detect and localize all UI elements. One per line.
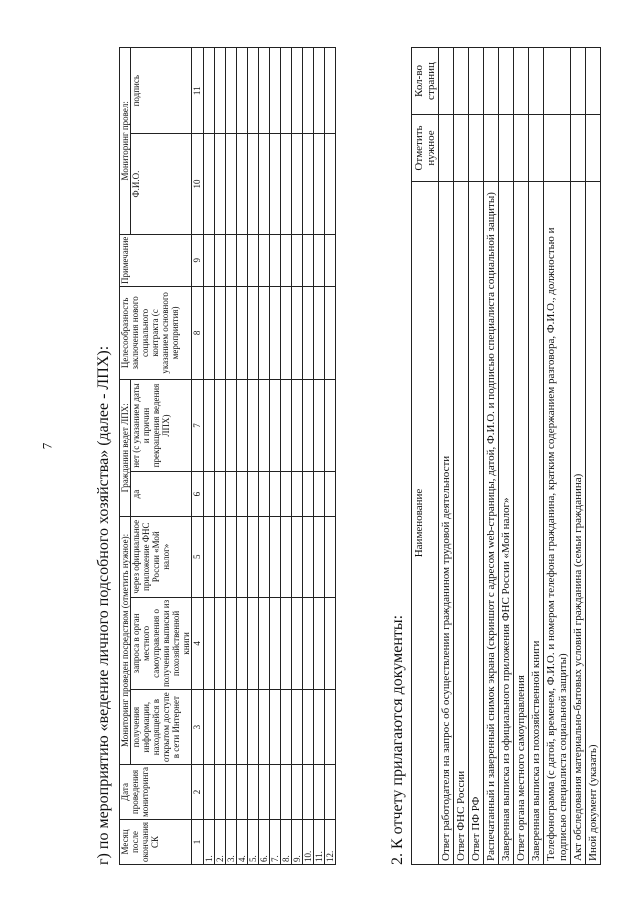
table-cell[interactable] bbox=[237, 287, 248, 380]
mark-cell[interactable] bbox=[499, 115, 514, 182]
table-cell[interactable] bbox=[204, 690, 215, 765]
pages-cell[interactable] bbox=[544, 48, 571, 115]
table-cell[interactable] bbox=[325, 234, 336, 286]
table-row bbox=[314, 48, 325, 865]
table-cell[interactable] bbox=[281, 516, 292, 597]
list-item bbox=[469, 48, 484, 865]
table-cell[interactable] bbox=[204, 134, 215, 234]
table-cell[interactable] bbox=[303, 765, 314, 820]
document-name: Акт обследования материально-бытовых условий гражданина (семьи гражданина) bbox=[571, 182, 586, 865]
table-cell[interactable] bbox=[215, 690, 226, 765]
table-cell[interactable] bbox=[325, 597, 336, 690]
table-cell[interactable] bbox=[248, 472, 259, 517]
document-name: Телефонограмма (с датой, временем, Ф.И.О. и номером телефона гражданина, кратким содержанием разговора, Ф.И.О., должностью и подписью специалиста социальной защиты) bbox=[544, 182, 571, 865]
table-cell[interactable] bbox=[303, 48, 314, 134]
row-number: 10. bbox=[303, 819, 314, 864]
table-cell[interactable] bbox=[281, 48, 292, 134]
list-item bbox=[544, 48, 571, 865]
list-item bbox=[514, 48, 529, 865]
table-cell[interactable] bbox=[226, 516, 237, 597]
header-sign: подпись bbox=[131, 48, 192, 134]
row-number: 2. bbox=[215, 819, 226, 864]
mark-cell[interactable] bbox=[469, 115, 484, 182]
table-cell[interactable] bbox=[281, 690, 292, 765]
header-lph: Гражданин ведет ЛПХ: bbox=[120, 379, 131, 516]
table-cell[interactable] bbox=[292, 597, 303, 690]
table-cell[interactable] bbox=[259, 597, 270, 690]
document-name: Ответ органа местного самоуправления bbox=[514, 182, 529, 865]
document-name: Иной документ (указать) bbox=[586, 182, 601, 865]
table-row bbox=[292, 48, 303, 865]
table-cell[interactable] bbox=[204, 234, 215, 286]
table-cell[interactable] bbox=[204, 765, 215, 820]
table-cell[interactable] bbox=[237, 48, 248, 134]
header-note: Примечание bbox=[120, 234, 192, 286]
table-cell[interactable] bbox=[314, 234, 325, 286]
table-cell[interactable] bbox=[204, 516, 215, 597]
table-cell[interactable] bbox=[215, 134, 226, 234]
table-cell[interactable] bbox=[248, 690, 259, 765]
table-row bbox=[215, 48, 226, 865]
table-cell[interactable] bbox=[248, 287, 259, 380]
header-monitoring: Мониторинг проведен посредством (отметить нужное): bbox=[120, 516, 131, 764]
table-row bbox=[270, 48, 281, 865]
column-number: 3 bbox=[192, 690, 204, 765]
table-cell[interactable] bbox=[314, 690, 325, 765]
table-cell[interactable] bbox=[237, 597, 248, 690]
table-cell[interactable] bbox=[248, 765, 259, 820]
table-cell[interactable] bbox=[314, 472, 325, 517]
table-cell[interactable] bbox=[281, 379, 292, 472]
column-number: 9 bbox=[192, 234, 204, 286]
column-number: 8 bbox=[192, 287, 204, 380]
table-cell[interactable] bbox=[215, 516, 226, 597]
header-name: Наименование bbox=[412, 182, 439, 865]
mark-cell[interactable] bbox=[439, 115, 454, 182]
table-cell[interactable] bbox=[303, 516, 314, 597]
table-cell[interactable] bbox=[303, 472, 314, 517]
pages-cell[interactable] bbox=[499, 48, 514, 115]
monitoring-table bbox=[119, 47, 336, 865]
header-monitored-by: Мониторинг провел: bbox=[120, 48, 131, 235]
column-number: 6 bbox=[192, 472, 204, 517]
pages-cell[interactable] bbox=[484, 48, 499, 115]
document-name: Ответ ПФ РФ bbox=[469, 182, 484, 865]
table-cell[interactable] bbox=[248, 134, 259, 234]
document-name: Ответ работодателя на запрос об осуществлении гражданином трудовой деятельности bbox=[439, 182, 454, 865]
list-item bbox=[454, 48, 469, 865]
table-row bbox=[259, 48, 270, 865]
table-cell[interactable] bbox=[325, 690, 336, 765]
table-cell[interactable] bbox=[325, 516, 336, 597]
table-cell[interactable] bbox=[270, 287, 281, 380]
table-cell[interactable] bbox=[215, 48, 226, 134]
table-cell[interactable] bbox=[226, 134, 237, 234]
table-cell[interactable] bbox=[237, 472, 248, 517]
document-name: Заверенная выписка из официального приложения ФНС России «Мой налог» bbox=[499, 182, 514, 865]
table-cell[interactable] bbox=[204, 597, 215, 690]
table-cell[interactable] bbox=[237, 765, 248, 820]
column-number: 7 bbox=[192, 379, 204, 472]
section-2-heading: 2. К отчету прилагаются документы: bbox=[389, 614, 406, 865]
header-date: Дата проведения мониторинга bbox=[120, 765, 192, 820]
mark-cell[interactable] bbox=[514, 115, 529, 182]
table-cell[interactable] bbox=[314, 287, 325, 380]
pages-cell[interactable] bbox=[439, 48, 454, 115]
header-yes: да bbox=[131, 472, 192, 517]
table-cell[interactable] bbox=[259, 134, 270, 234]
table-cell[interactable] bbox=[237, 234, 248, 286]
table-cell[interactable] bbox=[248, 379, 259, 472]
table-cell[interactable] bbox=[270, 48, 281, 134]
table-cell[interactable] bbox=[248, 516, 259, 597]
table-cell[interactable] bbox=[281, 287, 292, 380]
list-item bbox=[586, 48, 601, 865]
table-cell[interactable] bbox=[259, 379, 270, 472]
table-cell[interactable] bbox=[226, 765, 237, 820]
column-number: 1 bbox=[192, 819, 204, 864]
documents-table bbox=[411, 47, 601, 865]
table-cell[interactable] bbox=[303, 597, 314, 690]
mark-cell[interactable] bbox=[454, 115, 469, 182]
table-cell[interactable] bbox=[259, 287, 270, 380]
header-pages: Кол-во страниц bbox=[412, 48, 439, 115]
document-name: Распечатанный и заверенный снимок экрана (скриншот с адресом web-страницы, датой, Ф.И.О. и подписью специалиста социальной защиты) bbox=[484, 182, 499, 865]
list-item bbox=[484, 48, 499, 865]
table-row bbox=[237, 48, 248, 865]
table-cell[interactable] bbox=[325, 379, 336, 472]
header-internet: получения информации, находящейся в открытом доступе в сети Интернет bbox=[131, 690, 192, 765]
table-cell[interactable] bbox=[303, 379, 314, 472]
table-cell[interactable] bbox=[292, 516, 303, 597]
row-number: 4. bbox=[237, 819, 248, 864]
table-cell[interactable] bbox=[281, 765, 292, 820]
table-cell[interactable] bbox=[226, 379, 237, 472]
table-row bbox=[303, 48, 314, 865]
table-cell[interactable] bbox=[204, 48, 215, 134]
table-cell[interactable] bbox=[259, 234, 270, 286]
table-cell[interactable] bbox=[314, 379, 325, 472]
section-g-heading: г) по мероприятию «ведение личного подсобного хозяйства» (далее - ЛПХ): bbox=[95, 345, 112, 865]
table-cell[interactable] bbox=[314, 765, 325, 820]
table-cell[interactable] bbox=[237, 690, 248, 765]
table-row bbox=[226, 48, 237, 865]
table-cell[interactable] bbox=[237, 134, 248, 234]
table-cell[interactable] bbox=[303, 287, 314, 380]
table-cell[interactable] bbox=[281, 472, 292, 517]
list-item bbox=[529, 48, 544, 865]
table-cell[interactable] bbox=[303, 690, 314, 765]
row-number: 6. bbox=[259, 819, 270, 864]
table-cell[interactable] bbox=[303, 134, 314, 234]
mark-cell[interactable] bbox=[586, 115, 601, 182]
table-cell[interactable] bbox=[325, 287, 336, 380]
row-number: 11. bbox=[314, 819, 325, 864]
table-cell[interactable] bbox=[215, 597, 226, 690]
table-cell[interactable] bbox=[325, 472, 336, 517]
rotated-content bbox=[95, 45, 640, 865]
table-cell[interactable] bbox=[248, 597, 259, 690]
pages-cell[interactable] bbox=[514, 48, 529, 115]
table-cell[interactable] bbox=[259, 516, 270, 597]
table-row bbox=[325, 48, 336, 865]
table-cell[interactable] bbox=[270, 690, 281, 765]
table-cell[interactable] bbox=[314, 597, 325, 690]
list-item bbox=[499, 48, 514, 865]
table-cell[interactable] bbox=[215, 234, 226, 286]
table-cell[interactable] bbox=[237, 516, 248, 597]
row-number: 12. bbox=[325, 819, 336, 864]
table-row bbox=[248, 48, 259, 865]
table-cell[interactable] bbox=[281, 134, 292, 234]
pages-cell[interactable] bbox=[529, 48, 544, 115]
mark-cell[interactable] bbox=[529, 115, 544, 182]
list-item bbox=[571, 48, 586, 865]
row-number: 1. bbox=[204, 819, 215, 864]
row-number: 3. bbox=[226, 819, 237, 864]
table-cell[interactable] bbox=[292, 134, 303, 234]
table-cell[interactable] bbox=[325, 48, 336, 134]
table-cell[interactable] bbox=[204, 379, 215, 472]
page-number: 7 bbox=[39, 442, 55, 450]
table-cell[interactable] bbox=[215, 379, 226, 472]
row-number: 5. bbox=[248, 819, 259, 864]
table-cell[interactable] bbox=[314, 516, 325, 597]
table-cell[interactable] bbox=[237, 379, 248, 472]
table-cell[interactable] bbox=[325, 765, 336, 820]
table-row bbox=[281, 48, 292, 865]
table-cell[interactable] bbox=[281, 234, 292, 286]
row-number: 8. bbox=[281, 819, 292, 864]
table-cell[interactable] bbox=[248, 234, 259, 286]
header-mark: Отметить нужное bbox=[412, 115, 439, 182]
table-cell[interactable] bbox=[270, 597, 281, 690]
document-name: Ответ ФНС России bbox=[454, 182, 469, 865]
pages-cell[interactable] bbox=[586, 48, 601, 115]
header-request: запроса в орган местного самоуправления о получении выписки из похозяйственной книги bbox=[131, 597, 192, 690]
table-cell[interactable] bbox=[259, 765, 270, 820]
column-number: 10 bbox=[192, 134, 204, 234]
pages-cell[interactable] bbox=[571, 48, 586, 115]
table-cell[interactable] bbox=[248, 48, 259, 134]
table-cell[interactable] bbox=[204, 287, 215, 380]
table-cell[interactable] bbox=[292, 690, 303, 765]
list-item bbox=[439, 48, 454, 865]
table-cell[interactable] bbox=[215, 472, 226, 517]
table-cell[interactable] bbox=[292, 472, 303, 517]
table-cell[interactable] bbox=[226, 287, 237, 380]
table-cell[interactable] bbox=[259, 472, 270, 517]
table-cell[interactable] bbox=[270, 234, 281, 286]
table-cell[interactable] bbox=[292, 234, 303, 286]
header-month: Месяц после окончания СК bbox=[120, 819, 192, 864]
table-cell[interactable] bbox=[270, 472, 281, 517]
table-cell[interactable] bbox=[259, 690, 270, 765]
table-cell[interactable] bbox=[292, 287, 303, 380]
table-cell[interactable] bbox=[226, 690, 237, 765]
mark-cell[interactable] bbox=[484, 115, 499, 182]
table-cell[interactable] bbox=[215, 765, 226, 820]
column-number: 4 bbox=[192, 597, 204, 690]
pages-cell[interactable] bbox=[454, 48, 469, 115]
column-number: 11 bbox=[192, 48, 204, 134]
table-cell[interactable] bbox=[259, 48, 270, 134]
table-cell[interactable] bbox=[303, 234, 314, 286]
table-cell[interactable] bbox=[270, 134, 281, 234]
header-app: через официальное приложение ФНС России «Мой налог» bbox=[131, 516, 192, 597]
table-cell[interactable] bbox=[270, 765, 281, 820]
header-fio: Ф.И.О. bbox=[131, 134, 192, 234]
table-cell[interactable] bbox=[226, 48, 237, 134]
mark-cell[interactable] bbox=[544, 115, 571, 182]
table-cell[interactable] bbox=[314, 48, 325, 134]
header-no: нет (с указанием даты и причин прекращения ведения ЛПХ) bbox=[131, 379, 192, 472]
table-cell[interactable] bbox=[325, 134, 336, 234]
document-name: Заверенная выписка из похозяйственной книги bbox=[529, 182, 544, 865]
table-cell[interactable] bbox=[226, 597, 237, 690]
table-cell[interactable] bbox=[215, 287, 226, 380]
table-cell[interactable] bbox=[292, 48, 303, 134]
column-number: 5 bbox=[192, 516, 204, 597]
table-cell[interactable] bbox=[292, 379, 303, 472]
table-cell[interactable] bbox=[314, 134, 325, 234]
table-row bbox=[204, 48, 215, 865]
column-number: 2 bbox=[192, 765, 204, 820]
row-number: 9. bbox=[292, 819, 303, 864]
table-cell[interactable] bbox=[292, 765, 303, 820]
row-number: 7. bbox=[270, 819, 281, 864]
table-cell[interactable] bbox=[204, 472, 215, 517]
mark-cell[interactable] bbox=[571, 115, 586, 182]
pages-cell[interactable] bbox=[469, 48, 484, 115]
table-cell[interactable] bbox=[226, 472, 237, 517]
table-cell[interactable] bbox=[226, 234, 237, 286]
header-expedience: Целесообразность заключения нового социального контракта (с указанием основного мероприятия) bbox=[120, 287, 192, 380]
table-cell[interactable] bbox=[270, 516, 281, 597]
table-cell[interactable] bbox=[270, 379, 281, 472]
table-cell[interactable] bbox=[281, 597, 292, 690]
